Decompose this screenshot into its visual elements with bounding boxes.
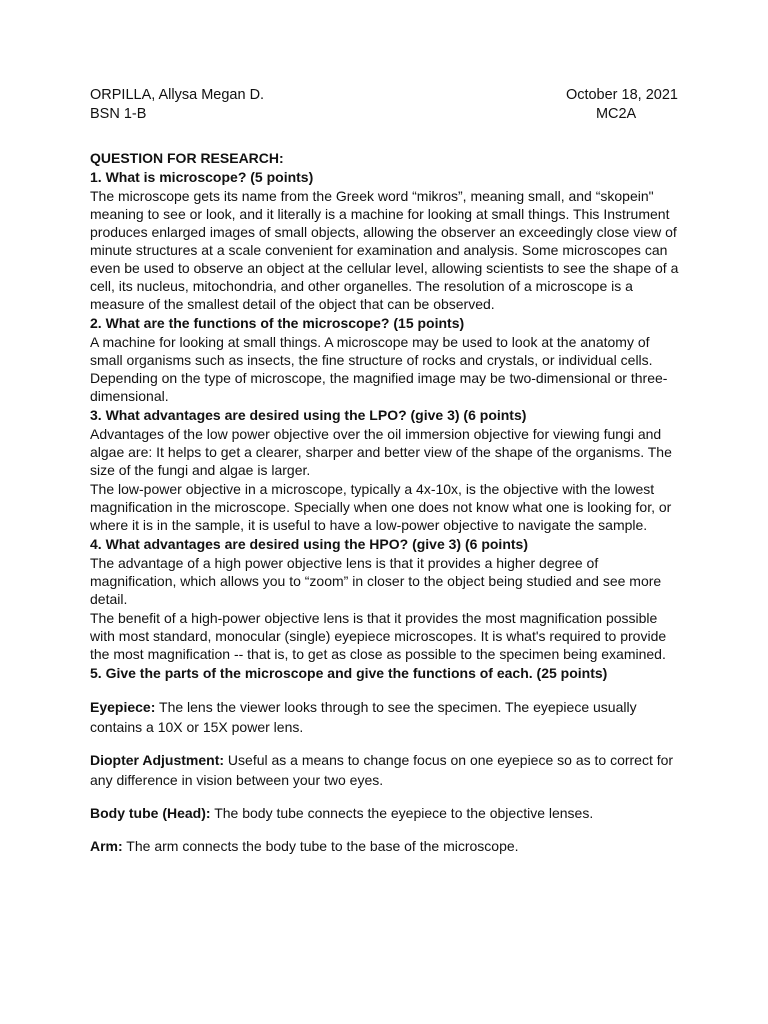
student-name: ORPILLA, Allysa Megan D. — [90, 87, 265, 103]
part-eyepiece — [90, 697, 680, 737]
part-term: Body tube (Head): — [90, 805, 211, 821]
question-5-heading: 5. Give the parts of the microscope and give the functions of each. (25 points) — [90, 665, 608, 681]
part-term: Arm: — [90, 838, 123, 854]
part-description: Useful as a means to change focus on one eyepiece so as to correct for any difference in vision between your two eyes. — [90, 752, 674, 788]
question-1-heading: 1. What is microscope? (5 points) — [90, 169, 314, 185]
section-title: QUESTION FOR RESEARCH: — [90, 150, 284, 166]
question-4-answer-2: The benefit of a high-power objective lens is that it provides the most magnification possible with most standard, monocular (single) eyepiece microscopes. It is what's required to provide the most magnification -- that is, to get as close as possible to the specimen being examined. — [90, 610, 667, 662]
spacer — [90, 737, 680, 750]
part-description: The body tube connects the eyepiece to the objective lenses. — [210, 805, 594, 821]
question-3-answer-2: The low-power objective in a microscope, typically a 4x-10x, is the objective with the lowest magnification in the microscope. Specially when one does not know what one is looking for, or where it is in the sample, it is useful to have a low-power objective to navigate the sample. — [90, 481, 672, 533]
question-3-heading: 3. What advantages are desired using the LPO? (give 3) (6 points) — [90, 407, 527, 423]
question-3-answer-1: Advantages of the low power objective over the oil immersion objective for viewing fungi and algae are: It helps to get a clearer, sharper and better view of the shape of the organisms. The size of the fungi and algae is larger. — [90, 426, 672, 478]
part-description: The arm connects the body tube to the base of the microscope. — [122, 838, 519, 854]
document-date: October 18, 2021 — [565, 87, 678, 103]
spacer — [90, 823, 680, 836]
spacer — [90, 790, 680, 803]
class-code: MC2A — [595, 106, 637, 122]
document-page — [90, 86, 680, 856]
student-info — [90, 86, 264, 124]
document-header — [90, 86, 680, 124]
question-4-heading: 4. What advantages are desired using the HPO? (give 3) (6 points) — [90, 536, 528, 552]
part-term: Diopter Adjustment: — [90, 752, 225, 768]
question-2-answer: A machine for looking at small things. A microscope may be used to look at the anatomy of small organisms such as insects, the fine structure of rocks and crystals, or individual cells. Depending on the type of microscope, the magnified image may be two-dimensional or three-dimensional. — [90, 334, 668, 404]
date-info — [566, 86, 680, 124]
question-1-answer: The microscope gets its name from the Greek word “mikros”, meaning small, and “skopein" meaning to see or look, and it literally is a machine for looking at small things. This Instrument produces enlarged images of small objects, allowing the observer an exceedingly close view of minute structures at a scale convenient for examination and analysis. Some microscopes can even be used to observe an object at the cellular level, allowing scientists to see the shape of a cell, its nucleus, mitochondria, and other organelles. The resolution of a microscope is a measure of the smallest detail of the object that can be observed. — [90, 188, 679, 312]
part-diopter-adjustment — [90, 750, 680, 790]
part-description: The lens the viewer looks through to see the specimen. The eyepiece usually contains a 10X or 15X power lens. — [90, 699, 637, 735]
part-term: Eyepiece: — [90, 699, 156, 715]
part-body-tube — [90, 803, 680, 823]
question-4-answer-1: The advantage of a high power objective lens is that it provides a higher degree of magnification, which allows you to “zoom” in closer to the object being studied and see more detail. — [90, 555, 662, 607]
student-course: BSN 1-B — [90, 106, 147, 122]
part-arm — [90, 836, 680, 856]
question-2-heading: 2. What are the functions of the microscope? (15 points) — [90, 315, 465, 331]
